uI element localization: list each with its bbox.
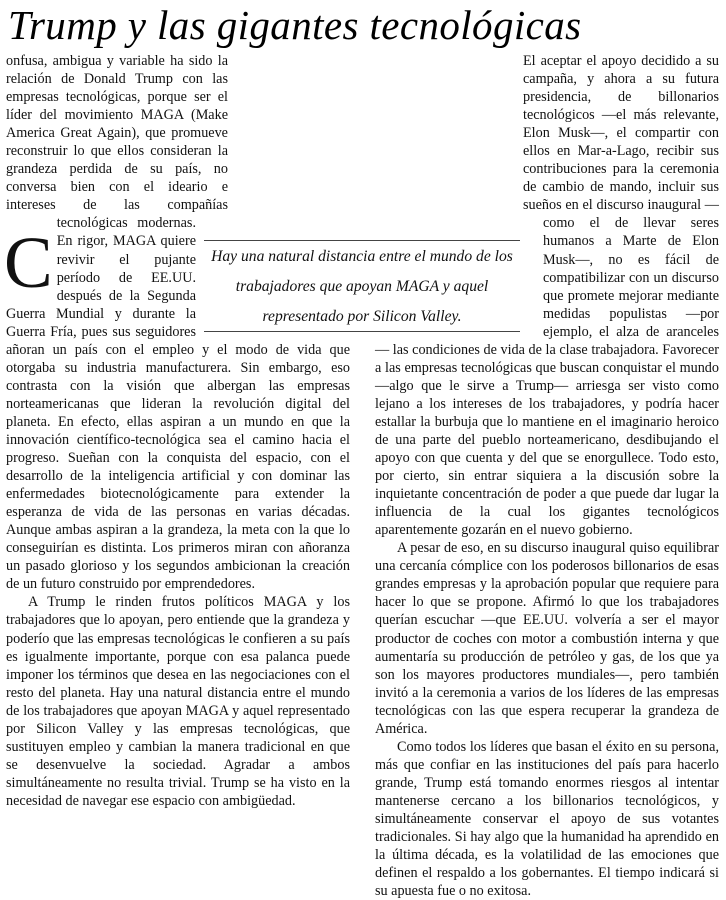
article-column-left bbox=[4, 52, 350, 809]
article-paragraph-5: Como todos los líderes que basan el éxito en su persona, más que confiar en las instituciones del país para hacerlo grande, Trump está tomando enormes riesgos al intentar mantenerse cercano a los billonarios tecnológicos, y simultáneamente conservar el apoyo de sus votantes tradicionales. Si hay algo que la humanidad ha aprendido en la última década, es la volatilidad de las emociones que definen el respaldo a los gobernantes. El tiempo indicará si su apuesta fue o no exitosa. bbox=[375, 738, 719, 900]
article-paragraph-2: A Trump le rinden frutos políticos MAGA y los trabajadores que lo apoyan, pero entiende que la grandeza y poderío que las empresas tecnológicas le confieren a su país es igualmente importante, porque con esa palanca puede imponer los términos que desea en las negociaciones con el resto del planeta. Hay una natural distancia entre el mundo de los trabajadores que apoyan MAGA y aquel representado por Silicon Valley y las empresas tecnológicas, que sustituyen empleo y cambian la manera tradicional en que se desenvuelve la sociedad. Agradar a ambos simultáneamente no resulta trivial. Trump se ha visto en la necesidad de navegar ese espacio con ambigüedad. bbox=[6, 594, 350, 809]
article-paragraph-3-continued: El aceptar el apoyo decidido a su campaña, y ahora a su futura presidencia, de billonarios tecnológicos —el más relevante, Elon Musk—, el compartir con ellos en Mar-a-Lago, recibir sus contribuciones para la ceremonia de cambio de mando, incluir sus sueños en el discurso inaugural —como el de llevar seres humanos a Marte de Elon Musk—, no es fácil de compatibilizar con un discurso que promete mejorar mediante medidas populistas —por ejemplo, el alza de aranceles— las condiciones de vida de la clase trabajadora. Favorecer a las empresas tecnológicas que buscan conquistar el mundo —algo que le sirve a Trump— arriesga ser visto como lejano a los intereses de los trabajadores, y podría hacer estallar la burbuja que lo mantiene en el imaginario heroico de una parte del pueblo norteamericano, desdibujando el apoyo con que cuenta y del que se enorgullece. Todo esto, por cierto, sin entrar siquiera a la discusión sobre la inquietante concentración de poder a que puede dar lugar la influencia de la cual los gigantes tecnológicos aparentemente gozarán en el nuevo gobierno. bbox=[375, 53, 719, 539]
article-title: Trump y las gigantes tecnológicas bbox=[8, 2, 582, 48]
article-paragraph-1: C onfusa, ambigua y variable ha sido la relación de Donald Trump con las empresas tecnológicas, porque ser el líder del movimiento MAGA (Make America Great Again), que promueve reconstruir lo que ellos consideran la grandeza perdida de su país, no conversa bien con el ideario e intereses de las compañías tecnológicas modernas. En rigor, MAGA quiere revivir el pujante período de EE.UU. después de la Segunda Guerra Mundial y durante la Guerra Fría, pues sus seguidores añoran un país con el empleo y el modo de vida que otorgaba su industria manufacturera. Sin embargo, eso contrasta con la visión que albergan las empresas norteamericanas que lideran la revolución digital del planeta. En efecto, ellas aspiran a un mundo en que la innovación científico-tecnológica sea el camino hacia el progreso. Sueñan con la conquista del espacio, con el desarrollo de la inteligencia artificial y con dominar las enfermedades biotecnológicamente para extender la esperanza de vida de las personas en varias décadas. Aunque ambas aspiran a la grandeza, la meta con la que lo conseguirían es distinta. Los primeros miran con añoranza un pasado glorioso y los segundos ambicionan la creación de un futuro construido por emprendedores. bbox=[4, 53, 350, 593]
article-column-right bbox=[375, 52, 719, 900]
drop-cap: C bbox=[4, 222, 53, 303]
pull-quote: Hay una natural distancia entre el mundo de los trabajadores que apoyan MAGA y aquel representado por Silicon Valley. bbox=[204, 240, 520, 332]
article-paragraph-4: A pesar de eso, en su discurso inaugural quiso equilibrar una cercanía cómplice con los poderosos billonarios de esas grandes empresas y la aprobación popular que requiere para hacer lo que se propone. Afirmó lo que los trabajadores querían escuchar —que EE.UU. volvería a ser el mayor productor de coches con motor a combustión interna y que aumentaría su producción de petróleo y gas, de los que ya son los mayores productores mundiales—, pero también invitó a la ceremonia a varios de los líderes de las empresas tecnológicas con las que espera recuperar la grandeza de América. bbox=[375, 540, 719, 737]
